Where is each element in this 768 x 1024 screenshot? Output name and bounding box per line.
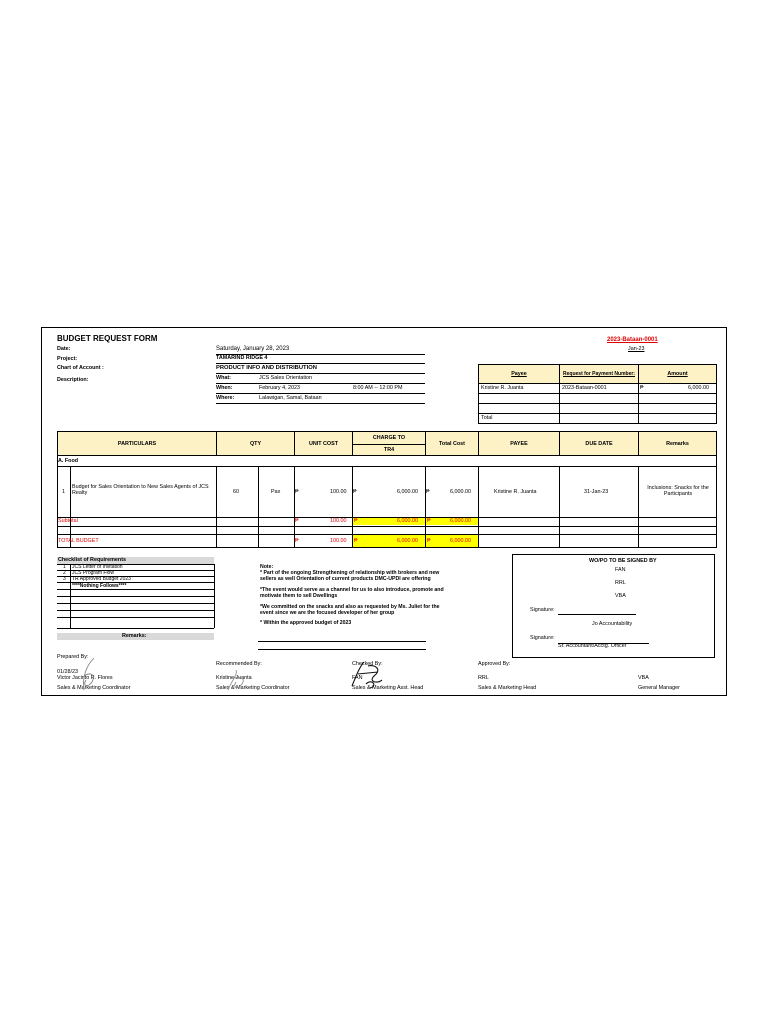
col-charge-to: CHARGE TO — [352, 431, 426, 445]
recommended-name: Kristine Juanta — [216, 675, 252, 681]
recommended-by-label: Recommended By: — [216, 661, 262, 667]
description-label: Description: — [57, 377, 89, 383]
wopo-officer: Sr. Accountant/Acctg. Officer — [558, 643, 627, 649]
col-particulars: PARTICULARS — [57, 431, 217, 456]
item-unit-cost: 100.00 — [330, 489, 347, 495]
chart-of-account-label: Chart of Account : — [57, 365, 104, 371]
total-budget-unit-cost: 100.00 — [330, 538, 347, 544]
total-budget-charge-to: 6,000.00 — [397, 538, 418, 544]
item-total-currency: ₱ — [426, 489, 430, 495]
col-payee: PAYEE — [478, 431, 560, 456]
item-charge-currency: ₱ — [353, 489, 357, 495]
section-food: A. Food — [58, 458, 79, 464]
wopo-name-fan: FAN — [615, 567, 626, 573]
subtotal-charge-to: 6,000.00 — [397, 518, 418, 524]
chart-of-account-value: PRODUCT INFO AND DISTRIBUTION — [216, 365, 317, 371]
amount-header: Amount — [638, 364, 717, 384]
prepared-name: Victor Jacinto R. Flores — [57, 675, 113, 681]
project-value: TAMARIND RIDGE 4 — [216, 355, 268, 361]
approved-by-label: Approved By: — [478, 661, 511, 667]
item-qty: 60 — [233, 489, 239, 495]
subtotal-total-cost: 6,000.00 — [450, 518, 471, 524]
checked-title: Sales & Marketing Asst. Head — [352, 685, 424, 691]
col-remarks: Remarks — [638, 431, 717, 456]
item-payee: Kristine R. Juanta — [494, 489, 537, 495]
checked-signature-icon — [348, 658, 388, 690]
note-line-4: motivate them to sell Dwellings — [260, 593, 338, 599]
what-value: JCS Sales Orientation — [259, 375, 313, 381]
prepared-date: 01/28/23 — [57, 669, 78, 675]
recommended-title: Sales & Marketing Coordinator — [216, 685, 290, 691]
checklist-no-3: 3 — [63, 576, 66, 582]
item-due-date: 31-Jan-23 — [584, 489, 609, 495]
wopo-signature-label-2: Signature: — [530, 635, 555, 641]
reference-number: 2023-Bataan-0001 — [607, 337, 658, 343]
approved-title-rrl: Sales & Marketing Head — [478, 685, 537, 691]
subtotal-charge-currency: ₱ — [354, 518, 358, 524]
approved-name-rrl: RRL — [478, 675, 489, 681]
nothing-follows: ****Nothing Follows**** — [72, 583, 127, 589]
item-total-cost: 6,000.00 — [450, 489, 471, 495]
reference-date: Jan-23 — [628, 346, 645, 352]
prepared-signature-icon — [76, 656, 102, 694]
item-charge-to: 6,000.00 — [397, 489, 418, 495]
rfp-number-header: Request for Payment Number: — [559, 364, 639, 384]
when-date: February 4, 2023 — [259, 385, 301, 391]
project-label: Project: — [57, 356, 78, 362]
payee-header: Payee — [478, 364, 560, 384]
when-label: When: — [216, 385, 233, 391]
subtotal-unit-currency: ₱ — [295, 518, 299, 524]
amount-value: 6,000.00 — [688, 385, 709, 391]
subtotal-total-currency: ₱ — [427, 518, 431, 524]
recommended-signature-icon — [222, 668, 252, 694]
total-budget-unit-currency: ₱ — [295, 538, 299, 544]
prepared-title: Sales & Marketing Coordinator — [57, 685, 131, 691]
amount-currency: ₱ — [640, 385, 644, 391]
checklist-item-2: JCS Program Flow — [72, 570, 114, 576]
date-value: Saturday, January 28, 2023 — [216, 346, 290, 352]
approved-name-vba: VBA — [638, 675, 649, 681]
note-line-5: *We committed on the snacks and also as requested by Ms. Juliet for the — [260, 604, 440, 610]
wopo-signature-label: Signature: — [530, 607, 555, 613]
col-due-date: DUE DATE — [559, 431, 639, 456]
col-qty: QTY — [216, 431, 295, 456]
wopo-name-vba: VBA — [615, 593, 626, 599]
total-budget-total-cost: 6,000.00 — [450, 538, 471, 544]
item-remarks: Inclusions: Snacks for the Participants — [647, 485, 709, 497]
note-title: Note: — [260, 564, 274, 570]
item-unit-currency: ₱ — [295, 489, 299, 495]
col-charge-to-tr4: TR4 — [352, 444, 426, 456]
when-time: 8:00 AM -- 12:00 PM — [353, 385, 403, 391]
item-no: 1 — [62, 489, 65, 495]
remarks-label: Remarks: — [122, 633, 147, 639]
note-line-3: *The event would serve as a channel for us to also introduce, promote and — [260, 587, 444, 593]
checked-name: FAN — [352, 675, 363, 681]
col-total-cost: Total Cost — [425, 431, 479, 456]
budget-request-form — [41, 327, 727, 696]
total-label: Total — [481, 415, 493, 421]
item-unit: Pax — [271, 489, 281, 495]
note-line-2: sellers as well Orientation of current products DMC-UPDI are offering — [260, 576, 431, 582]
where-label: Where: — [216, 395, 235, 401]
checklist-no-1: 1 — [63, 564, 66, 570]
total-budget-total-currency: ₱ — [427, 538, 431, 544]
what-label: What: — [216, 375, 231, 381]
subtotal-unit-cost: 100.00 — [330, 518, 347, 524]
note-line-6: event since we are the focused developer of her group — [260, 610, 395, 616]
wopo-accountability: Jo Accountability — [592, 621, 633, 627]
total-budget-label: TOTAL BUDGET — [58, 538, 99, 544]
wopo-title: WO/PO TO BE SIGNED BY — [589, 558, 657, 564]
checklist-title: Checklist of Requirements — [58, 557, 126, 563]
wopo-name-rrl: RRL — [615, 580, 626, 586]
where-value: Lalawigan, Samal, Bataan — [259, 395, 322, 401]
approved-title-vba: General Manager — [638, 685, 680, 691]
item-particulars: Budget for Sales Orientation to New Sales Agents of JCS Realty — [72, 484, 209, 496]
total-budget-charge-currency: ₱ — [354, 538, 358, 544]
form-title: BUDGET REQUEST FORM — [57, 334, 158, 343]
note-line-1: * Part of the ongoing Strengthening of relationship with brokers and new — [260, 570, 440, 576]
checklist-item-1: JCS Letter of Invitation — [72, 564, 123, 570]
col-unit-cost: UNIT COST — [294, 431, 353, 456]
subtotal-label: Subtotal — [58, 518, 78, 524]
checked-by-label: Checked By: — [352, 661, 383, 667]
checklist-item-3: TR Approved Budget 2023 — [72, 576, 131, 582]
prepared-by-label: Prepared By: — [57, 654, 89, 660]
payee-name: Kristine R. Juanta — [481, 385, 524, 391]
note-line-7: * Within the approved budget of 2023 — [260, 620, 352, 626]
checklist-no-2: 2 — [63, 570, 66, 576]
date-label: Date: — [57, 346, 71, 352]
rfp-number: 2023-Bataan-0001 — [562, 385, 607, 391]
